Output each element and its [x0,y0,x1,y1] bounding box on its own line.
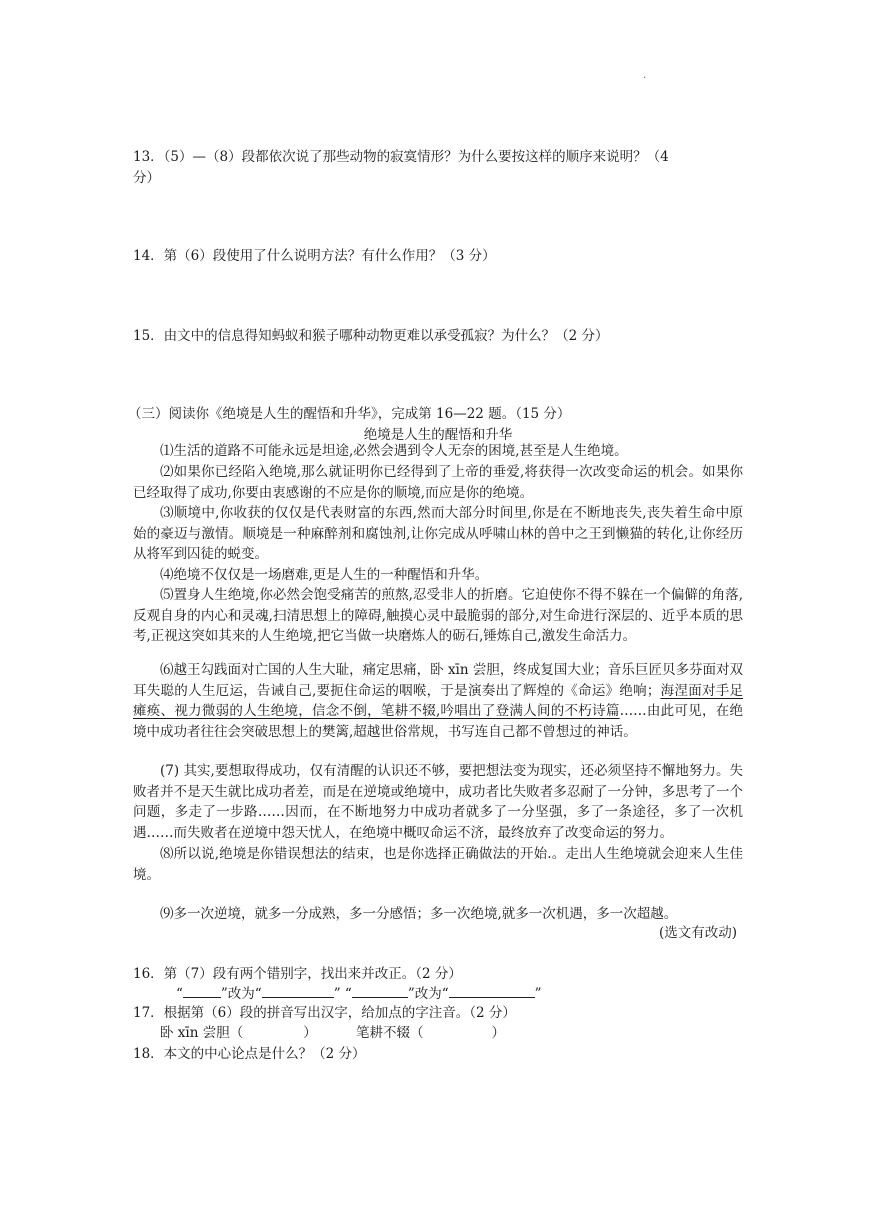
answer-blank-4[interactable] [449,984,535,998]
paragraph-2: ⑵如果你已经陷入绝境,那么就证明你已经得到了上帝的垂爱,将获得一次改变命运的机会。如果你已经取得了成功,你要由衷感谢的不应是你的顺境,而应是你的绝境。 [133,464,743,501]
question-16: 16．第（7）段有两个错别字，找出来并改正。（2 分） [133,966,462,982]
section-heading: （三）阅读你《绝境是人生的醒悟和升华》，完成第 16—22 题。（15 分） [128,406,571,422]
answer-blank-1[interactable] [183,984,221,998]
article-title: 绝境是人生的醒悟和升华 [363,427,513,443]
paragraph-4: ⑷绝境不仅仅是一场磨难,更是人生的一种醒悟和升华。 [160,567,489,583]
paragraph-7: (7) 其实,要想取得成功，仅有清醒的认识还不够，要把想法变为现实，还必须坚持不懈地努力。失败者并不是天生就比成功者差，而是在逆境或绝境中，成功者比失败者多忍耐了一分钟，多思考了一个问题，多走了一步路……因而，在不断地努力中成功者就多了一分坚强，多了一条途径，多了一次机遇……而失败者在逆境中怨天忧人，在绝境中概叹命运不济，最终放弃了改变命运的努力。 [133,763,743,841]
paragraph-1: ⑴生活的道路不可能永远是坦途,必然会遇到令人无奈的困境,甚至是人生绝境。 [160,443,628,459]
paragraph-8: ⑻所以说,绝境是你错误想法的结束，也是你选择正确做法的开始.。走出人生绝境就会迎来人生佳境。 [133,846,743,883]
question-17: 17．根据第（6）段的拼音写出汉字，给加点的字注音。（2 分） [133,1005,516,1021]
paragraph-6-part2: ……由此可见，在绝境中成功者往往会突破思想上的樊篱,超越世俗常规，书写连自己都不曾想过的神话。 [133,703,743,740]
question-17-item-2: 笔耕不辍（ ） [356,1025,505,1041]
header-mark: . [643,70,647,81]
paragraph-6-underlined: 海涅面对手足瘫痪、视力微弱的人生绝境，信念不倒，笔耕不辍,吟唱出了登满人间的不朽诗篇 [133,682,744,720]
paragraph-3: ⑶顺境中,你收获的仅仅是代表财富的东西,然而大部分时间里,你是在不断地丧失,丧失着生命中原始的豪迈与激情。顺境是一种麻醉剂和腐蚀剂,让你完成从呼啸山林的兽中之王到懒猫的转化,让你经历从将军到囚徒的蜕变。 [133,505,743,563]
question-18: 18．本文的中心论点是什么？（2 分） [133,1046,366,1062]
answer-blank-3[interactable] [352,984,408,998]
question-13-line1: 13．（5）—（8）段都依次说了那些动物的寂寞情形？为什么要按这样的顺序来说明？（4 [133,149,669,165]
paragraph-5: ⑸置身人生绝境,你必然会饱受痛苦的煎熬,忍受非人的折磨。它迫使你不得不躲在一个偏僻的角落,反观自身的内心和灵魂,扫清思想上的障碍,触摸心灵中最脆弱的部分,对生命进行深层的、近乎本质的思考,正视这突如其来的人生绝境,把它当做一块磨炼人的砺石,锤炼自己,激发生命活力。 [133,587,743,645]
question-14: 14．第（6）段使用了什么说明方法？有什么作用？（3 分） [133,248,496,264]
question-13-line2: 分） [133,170,160,186]
paragraph-9: ⑼多一次逆境，就多一分成熟，多一分感悟；多一次绝境,就多一次机遇，多一次超越。 [160,906,678,922]
question-17-item-1: 卧 xīn 尝胆（ ） [160,1025,317,1041]
question-15: 15．由文中的信息得知蚂蚁和猴子哪种动物更难以承受孤寂？为什么？（2 分） [133,328,609,344]
question-16-answer-line: “ ”改为“ ” “ ”改为“ ” [176,986,542,1002]
answer-blank-2[interactable] [262,984,334,998]
paragraph-6-part1: ⑹越王勾践面对亡国的人生大耻，痛定思痛，卧 xīn 尝胆，终成复国大业；音乐巨匠贝多芬面对双耳失聪的人生厄运，告诫自己,要扼住命运的咽喉，于是演奏出了辉煌的《命运》绝响； [133,662,743,699]
source-note: (选文有改动) [658,925,737,941]
paragraph-6 [133,660,743,742]
